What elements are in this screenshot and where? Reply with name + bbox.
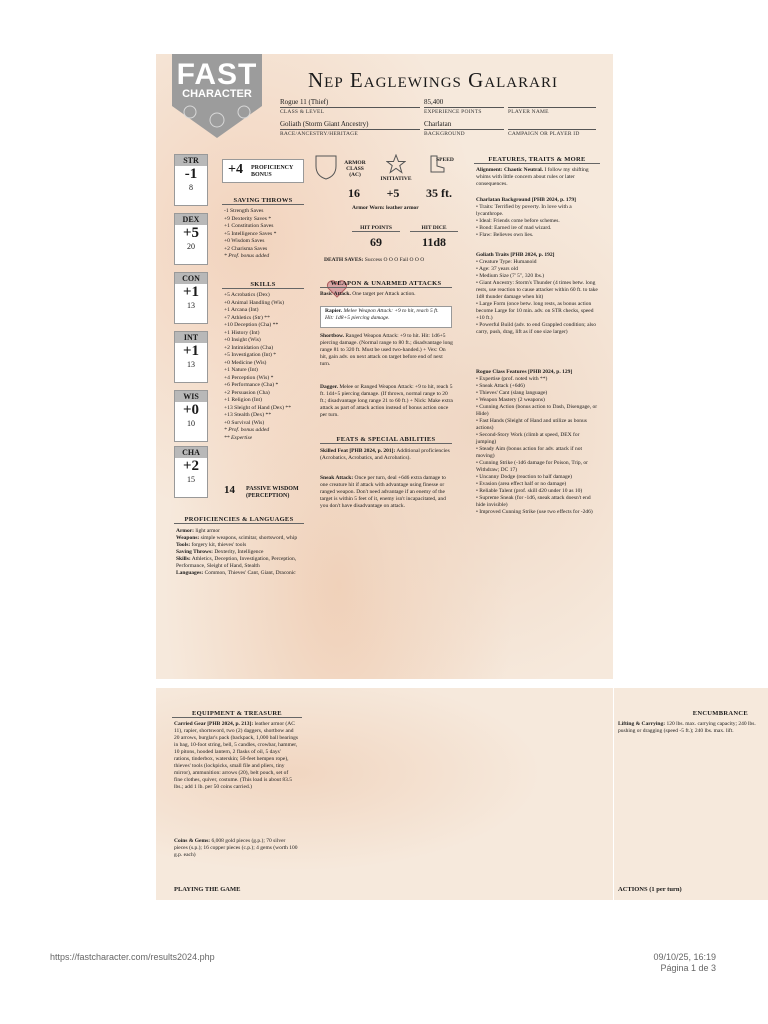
list-item: +6 Performance (Cha) * <box>224 382 279 388</box>
charlatan-section <box>476 197 600 239</box>
alignment-name: Alignment: Chaotic Neutral. <box>476 167 544 173</box>
basic-attack <box>320 291 454 298</box>
prof-weapons-value: simple weapons, scimitar, shortsword, whip <box>200 535 298 541</box>
dagger-text: Melee or Ranged Weapon Attack: +9 to hit, reach 5 ft. 1d4+5 piercing damage. (If thrown, normal range to 20 ft.; disadvantage long range 21 to 60 ft.) + Nick: Make extra attack as part of attack action instead of bonus action once per turn. <box>320 384 453 418</box>
xp-value: 85,400 <box>424 98 504 108</box>
class-level-value: Rogue 11 (Thief) <box>280 98 420 108</box>
class-level-field <box>280 98 420 115</box>
character-sheet-page <box>156 54 613 679</box>
list-item: • Thieves' Cant (slang language) <box>476 390 548 396</box>
coins-gems-name: Coins & Gems: <box>174 838 211 844</box>
list-item: • Uncanny Dodge (reaction to half damage) <box>476 474 572 480</box>
rapier-text: Melee Weapon Attack: +9 to hit, reach 5 ft. Hit: 1d8+5 piercing damage. <box>325 308 439 321</box>
prof-saves-value: Dexterity, Intelligence <box>214 549 264 555</box>
list-item: • Cunning Strike (-1d6 damage for Poison, Trip, or Withdraw; DC 17) <box>476 460 588 473</box>
list-item: +7 Athletics (Str) ** <box>224 314 270 321</box>
list-item: +1 Arcana (Int) <box>224 307 259 313</box>
list-item: • Steady Aim (bonus action for adv. attack if not moving) <box>476 446 583 459</box>
equipment-title: EQUIPMENT & TREASURE <box>172 710 302 718</box>
prof-languages-key: Languages: <box>176 570 204 576</box>
hit-points-label: HIT POINTS <box>352 225 400 232</box>
proficiencies-text <box>176 528 306 577</box>
footer-date <box>653 952 716 974</box>
list-item: +0 Animal Handling (Wis) <box>224 299 284 306</box>
list-item: +5 Investigation (Int) * <box>224 352 277 358</box>
carried-gear <box>174 721 298 791</box>
list-item: +2 Persuasion (Cha) <box>224 389 270 396</box>
ability-int <box>174 331 208 383</box>
footer-url: https://fastcharacter.com/results2024.php <box>50 952 215 962</box>
ability-score: 15 <box>187 475 195 484</box>
ability-name: CHA <box>175 447 207 458</box>
ability-score: 10 <box>187 419 195 428</box>
basic-attack-text: One target per Attack action. <box>352 291 416 297</box>
ability-mod: +1 <box>182 343 200 359</box>
goliath-title: Goliath Traits [PHB 2024, p. 192] <box>476 252 555 258</box>
logo-text-character: CHARACTER <box>182 88 252 100</box>
xp-field <box>424 98 504 115</box>
skills-note: ** Expertise <box>224 434 253 441</box>
list-item: +0 Wisdom Saves <box>224 238 265 244</box>
list-item: • Cunning Action (bonus action to Dash, Disengage, or Hide) <box>476 404 598 417</box>
proficiency-label-line1: PROFICIENCY <box>251 165 294 171</box>
saving-throws-note: * Prof. bonus added <box>224 253 270 259</box>
shortbow-text: Ranged Weapon Attack: +9 to hit. Hit: 1d6+5 piercing damage. (Normal range to 80 ft.; disadvantage long range 81 to 320 ft. Must be used two-handed.) + Vex: On hit, gain adv. on next attack on target before end of next turn. <box>320 333 453 367</box>
rapier-attack-box <box>320 306 452 328</box>
carried-gear-name: Carried Gear [PHB 2024, p. 213]: <box>174 721 254 727</box>
ability-str <box>174 154 208 206</box>
prof-saves-key: Saving Throws: <box>176 549 213 555</box>
list-item: • Improved Cunning Strike (use two effects for -2d6) <box>476 509 593 515</box>
death-saves <box>324 257 464 264</box>
playing-game-title: PLAYING THE GAME <box>174 886 241 893</box>
hit-points-value: 69 <box>370 235 382 249</box>
saving-throws-list <box>224 208 276 261</box>
armor-worn: Armor Worn: leather armor <box>352 205 419 211</box>
hit-dice-value: 11d8 <box>421 235 446 249</box>
ability-con <box>174 272 208 324</box>
list-item: +0 Insight (Wis) <box>224 337 261 343</box>
list-item: -1 Strength Saves <box>224 208 264 214</box>
skills-title: SKILLS <box>222 281 304 289</box>
skilled-feat-text: Additional proficiencies (Acrobatics, Acrobatics, and Acrobatics). <box>320 448 450 461</box>
list-item: +13 Stealth (Dex) ** <box>224 412 272 418</box>
ability-name: STR <box>175 155 207 166</box>
list-item: • Sneak Attack (+6d6) <box>476 383 525 389</box>
list-item: +1 Religion (Int) <box>224 397 262 403</box>
dagger-name: Dagger. <box>320 384 338 390</box>
goliath-section <box>476 252 600 336</box>
list-item: +1 Constitution Saves <box>224 223 274 229</box>
list-item: • Powerful Build (adv. to end Grappled condition; also carry, push, drag, lift as if one size larger) <box>476 322 596 335</box>
list-item: +5 Intelligence Saves * <box>224 230 277 237</box>
player-value <box>508 98 596 108</box>
ac-label: ARMOR CLASS (AC) <box>344 160 366 178</box>
proficiencies-title: PROFICIENCIES & LANGUAGES <box>174 516 304 524</box>
campaign-value <box>508 120 596 130</box>
alignment <box>476 167 600 188</box>
carried-gear-text: leather armor (AC 11), rapier, shortsword, two (2) daggers, shortbow and 20 arrows, burglar's pack (backpack, 1,000 ball bearings in bag, 10-foot string, bell, 5 candles, crowbar, hammer, 10 pitons, hooded lantern, 2 flasks of oil, 5 days' rations, tinderbox, waterskin; 50-feet hempen rope), thieves' tools (lockpicks, small file and pliers, tiny mirror), ammunition: arrows (20), belt pouch, set of fine clothes, quiver, costume. (This load is about 83.5 lbs.; add 1 lb. per 50 coins carried.) <box>174 721 298 790</box>
prof-armor-key: Armor: <box>176 528 195 534</box>
list-item: • Second-Story Work (climb at speed, DEX for jumping) <box>476 432 580 445</box>
prof-armor-value: light armor <box>195 528 220 534</box>
initiative-label: INITIATIVE <box>380 176 412 182</box>
ability-score: 13 <box>187 360 195 369</box>
list-item: • Fast Hands (Sleight of Hand and utilize as bonus actions) <box>476 418 587 431</box>
ability-name: INT <box>175 332 207 343</box>
actions-title: ACTIONS (1 per turn) <box>618 886 682 893</box>
passive-label-line1: PASSIVE WISDOM <box>246 486 299 492</box>
ability-score: 20 <box>187 242 195 251</box>
ability-cha <box>174 446 208 498</box>
death-saves-label: DEATH SAVES: <box>324 257 364 263</box>
weapons-title: WEAPON & UNARMED ATTACKS <box>320 280 452 288</box>
list-item: • Medium Size (7' 5", 320 lbs.) <box>476 273 545 279</box>
features-title: FEATURES, TRAITS & MORE <box>474 156 600 164</box>
saving-throws-title: SAVING THROWS <box>222 197 304 205</box>
class-level-label: CLASS & LEVEL <box>280 109 325 115</box>
coins-gems-text: 6,008 gold pieces (g.p.); 70 silver pieces (s.p.); 16 copper pieces (c.p.); 4 gems (worth 100 g.p. each) <box>174 838 298 858</box>
logo-text-fast: FAST <box>176 58 258 91</box>
player-field <box>508 98 596 115</box>
shortbow-attack <box>320 333 454 368</box>
lifting-text: 120 lbs. max. carrying capacity; 240 lbs. pushing or dragging (speed -5 ft.); 240 lbs. max. lift. <box>618 721 756 734</box>
footer-page-number: Página 1 de 3 <box>660 963 716 973</box>
background-field <box>424 120 504 137</box>
list-item: • Expertise (prof. noted with **) <box>476 376 548 382</box>
speed-value: 35 ft. <box>426 186 452 200</box>
player-label: PLAYER NAME <box>508 109 549 115</box>
campaign-label: CAMPAIGN OR PLAYER ID <box>508 131 580 137</box>
ability-name: DEX <box>175 214 207 225</box>
list-item: • Age: 37 years old <box>476 266 518 272</box>
shortbow-name: Shortbow. <box>320 333 344 339</box>
feats-title: FEATS & SPECIAL ABILITIES <box>320 436 452 444</box>
equipment-page <box>156 688 613 900</box>
campaign-field <box>508 120 596 137</box>
race-value: Goliath (Storm Giant Ancestry) <box>280 120 420 130</box>
prof-weapons-key: Weapons: <box>176 535 200 541</box>
footer-timestamp: 09/10/25, 16:19 <box>653 952 716 962</box>
list-item: • Evasion (area effect half or no damage) <box>476 481 567 487</box>
ability-mod: +1 <box>182 284 200 300</box>
skills-note: * Prof. bonus added <box>224 427 270 433</box>
death-saves-checkboxes: Success O O O Fail O O O <box>364 257 425 263</box>
coins-gems <box>174 838 298 859</box>
initiative-star-icon <box>386 154 406 174</box>
list-item: • Ideal: Friends come before schemes. <box>476 218 560 224</box>
ability-name: WIS <box>175 391 207 402</box>
prof-skills-value: Athletics, Deception, Investigation, Perception, Performance, Sleight of Hand, Stealth <box>176 556 297 569</box>
list-item: +2 Charisma Saves <box>224 245 268 252</box>
skilled-feat-name: Skilled Feat [PHB 2024, p. 201]: <box>320 448 396 454</box>
lifting-carrying <box>618 721 766 735</box>
background-value: Charlatan <box>424 120 504 130</box>
ability-mod: +2 <box>182 458 200 474</box>
list-item: +13 Sleight of Hand (Dex) ** <box>224 404 292 411</box>
sneak-attack-text: Once per turn, deal +6d6 extra damage to one creature hit if attack with advantage using finesse or ranged weapon. Don't need advantage if an enemy of the target is within 5 feet of it, enemy isn't incapacitated, and you don't have disadvantage on attack. <box>320 475 446 509</box>
list-item: • Reliable Talent (prof. skill d20 under 10 as 10) <box>476 488 583 494</box>
charlatan-title: Charlatan Background [PHB 2024, p. 179] <box>476 197 576 203</box>
ac-value: 16 <box>348 186 360 200</box>
proficiency-bonus-value: +4 <box>228 162 243 177</box>
list-item: • Weapon Mastery (2 weapons) <box>476 397 545 403</box>
speed-label: SPEED <box>436 157 454 163</box>
basic-attack-name: Basic Attack. <box>320 291 351 297</box>
armor-shield-icon <box>314 154 338 180</box>
encumbrance-title: ENCUMBRANCE <box>692 710 748 717</box>
list-item: +9 Dexterity Saves * <box>224 215 272 222</box>
list-item: +2 Intimidation (Cha) <box>224 344 274 351</box>
skilled-feat <box>320 448 454 462</box>
passive-perception-label <box>246 486 299 500</box>
prof-tools-key: Tools: <box>176 542 191 548</box>
sneak-attack <box>320 475 454 510</box>
rogue-section <box>476 369 600 516</box>
prof-tools-value: forgery kit, thieves' tools <box>191 542 247 548</box>
race-label: RACE/ANCESTRY/HERITAGE <box>280 131 358 137</box>
ability-dex <box>174 213 208 265</box>
rogue-title: Rogue Class Features [PHB 2024, p. 129] <box>476 369 573 375</box>
initiative-value: +5 <box>386 186 400 200</box>
encumbrance-page <box>614 688 768 900</box>
race-field <box>280 120 420 137</box>
list-item: +0 Medicine (Wis) <box>224 359 267 366</box>
prof-skills-key: Skills: <box>176 556 191 562</box>
list-item: +1 Nature (Int) <box>224 367 258 373</box>
proficiency-bonus-box <box>222 159 304 183</box>
list-item: • Creature Type: Humanoid <box>476 259 537 265</box>
list-item: +0 Survival (Wis) <box>224 419 265 426</box>
ability-mod: +0 <box>182 402 200 418</box>
ability-mod: +5 <box>182 225 200 241</box>
lifting-name: Lifting & Carrying: <box>618 721 666 727</box>
ability-wis <box>174 390 208 442</box>
ability-score: 13 <box>187 301 195 310</box>
list-item: • Large Form (once betw. long rests, as bonus action become Large for 10 min. adv. on STR checks, speed +10 ft.) <box>476 301 594 321</box>
proficiency-bonus-label <box>251 165 293 179</box>
list-item: • Giant Ancestry: Storm's Thunder (4 times betw. long rests, use reaction to cause attacker within 60 ft. to take 1d8 thunder damage when hit) <box>476 280 598 300</box>
background-label: BACKGROUND <box>424 131 465 137</box>
list-item: • Supreme Sneak (for -1d6, sneak attack doesn't end hide invisible) <box>476 495 591 508</box>
list-item: +1 History (Int) <box>224 329 260 336</box>
list-item: +5 Acrobatics (Dex) <box>224 292 270 298</box>
rapier-name: Rapier. <box>325 308 343 314</box>
ability-mod: -1 <box>184 166 198 182</box>
prof-languages-value: Common, Thieves' Cant, Giant, Draconic <box>204 570 296 576</box>
passive-label-line2: (PERCEPTION) <box>246 493 290 499</box>
xp-label: EXPERIENCE POINTS <box>424 109 482 115</box>
fast-character-logo <box>172 54 262 138</box>
hit-dice-label: HIT DICE <box>410 225 458 232</box>
proficiency-label-line2: BONUS <box>251 172 272 178</box>
ability-name: CON <box>175 273 207 284</box>
ability-score: 8 <box>189 183 193 192</box>
list-item: • Flaw: Believes own lies. <box>476 232 534 238</box>
skills-list <box>224 292 291 442</box>
character-name: Nep Eaglewings Galarari <box>308 68 558 92</box>
list-item: +10 Deception (Cha) ** <box>224 322 279 328</box>
list-item: +4 Perception (Wis) * <box>224 374 274 381</box>
alignment-text: I follow my shifting whims with little concern about rules or later consequences. <box>476 167 589 187</box>
dagger-attack <box>320 384 454 419</box>
sneak-attack-name: Sneak Attack: <box>320 475 354 481</box>
list-item: • Bond: Earned ire of mad wizard. <box>476 225 552 231</box>
list-item: • Traits: Terrified by poverty. In love with a lycanthrope. <box>476 204 572 217</box>
passive-perception-value: 14 <box>224 484 235 496</box>
